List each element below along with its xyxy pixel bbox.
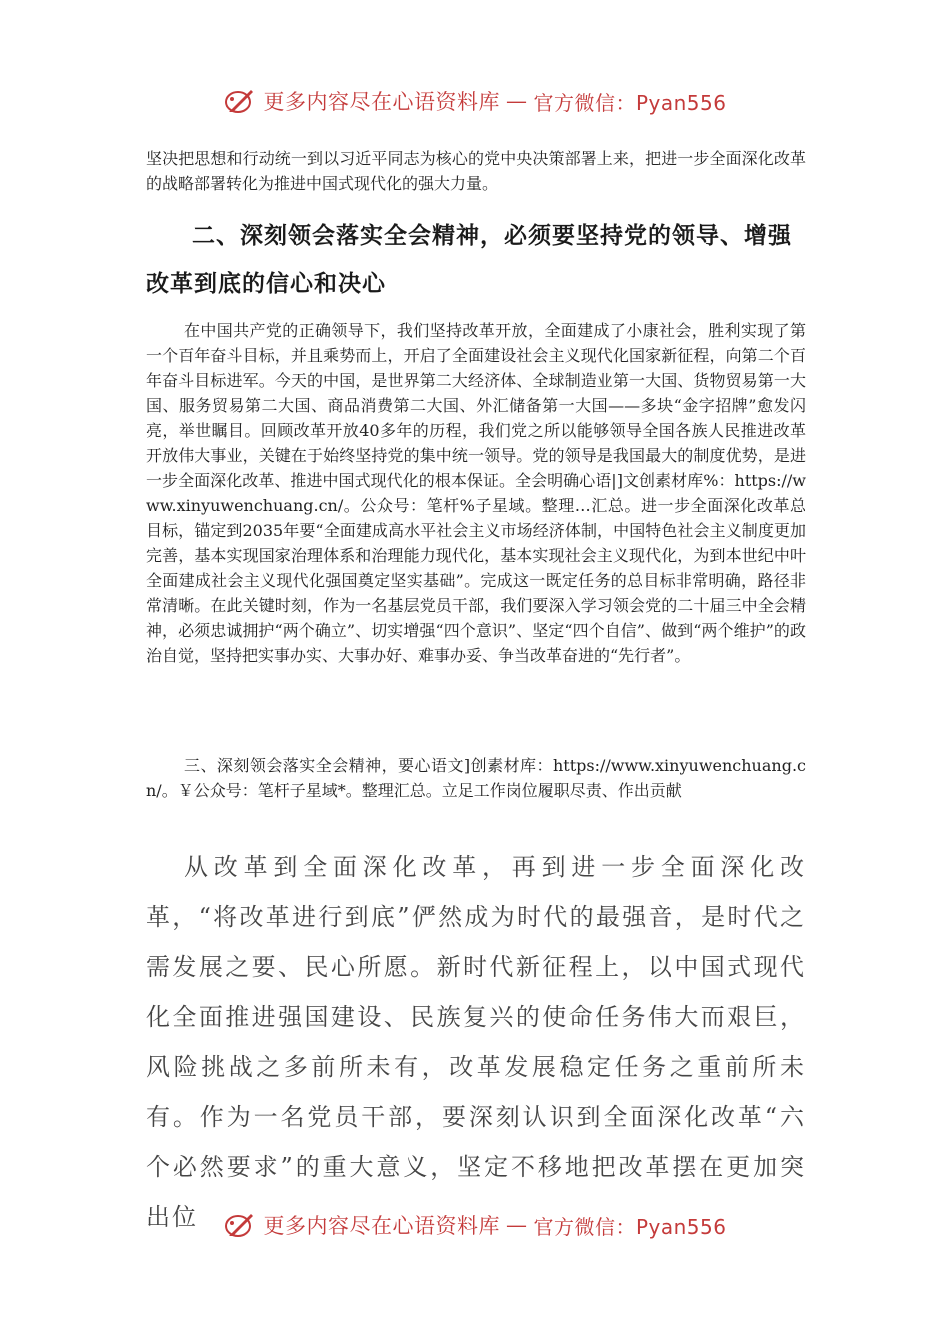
large-paragraph: 从改革到全面深化改革，再到进一步全面深化改革，“将改革进行到底”俨然成为时代的最强音，是时代之需发展之要、民心所愿。新时代新征程上，以中国式现代化全面推进强国建设、民族复兴的使命任务伟大而艰巨，风险挑战之多前所未有，改革发展稳定任务之重前所未有。作为一名党员干部，要深刻认识到全面深化改革“六个必然要求”的重大意义，坚定不移地把改革摆在更加突出位 xyxy=(146,853,806,1231)
intro-paragraph: 坚决把思想和行动统一到以习近平同志为核心的党中央决策部署上来，把进一步全面深化改革的战略部署转化为推进中国式现代化的强大力量。 xyxy=(146,149,806,193)
quill-logo-icon xyxy=(223,86,257,116)
quill-logo-icon xyxy=(223,1210,257,1240)
watermark-separator: — xyxy=(505,1213,528,1237)
section-3-paragraph: 三、深刻领会落实全会精神，要心语文]创素材库：https://www.xinyuwenchuang.cn/。￥公众号：笔杆子星域*。整理汇总。立足工作岗位履职尽责、作出贡献 xyxy=(146,756,806,800)
watermark-text: 更多内容尽在心语资料库 xyxy=(263,1214,500,1238)
watermark-contact: 官方微信：Pyan556 xyxy=(533,1214,727,1239)
footer-watermark xyxy=(0,1210,950,1240)
watermark-text: 更多内容尽在心语资料库 xyxy=(263,90,500,114)
watermark-contact: 官方微信：Pyan556 xyxy=(533,90,727,115)
watermark-separator: — xyxy=(505,89,528,113)
section-2-heading: 二、深刻领会落实全会精神，必须要坚持党的领导、增强改革到底的信心和决心 xyxy=(146,223,792,297)
section-2-paragraph: 在中国共产党的正确领导下，我们坚持改革开放，全面建成了小康社会，胜利实现了第一个百年奋斗目标，并且乘势而上，开启了全面建设社会主义现代化国家新征程，向第二个百年奋斗目标进军。今天的中国，是世界第二大经济体、全球制造业第一大国、货物贸易第一大国、服务贸易第二大国、商品消费第二大国、外汇储备第一大国——多块“金字招牌”愈发闪亮，举世瞩目。回顾改革开放40多年的历程，我们党之所以能够领导全国各族人民推进改革开放伟大事业，关键在于始终坚持党的集中统一领导。党的领导是我国最大的制度优势，是进一步全面深化改革、推进中国式现代化的根本保证。全会明确心语|]文创素材库%：https://www.xinyuwenchuang.cn/。公众号：笔杆%子星域。整理…汇总。进一步全面深化改革总目标，锚定到2035年要“全面建成高水平社会主义市场经济体制，中国特色社会主义制度更加完善，基本实现国家治理体系和治理能力现代化，基本实现社会主义现代化，为到本世纪中叶全面建成社会主义现代化强国奠定坚实基础”。完成这一既定任务的总目标非常明确，路径非常清晰。在此关键时刻，作为一名基层党员干部，我们要深入学习领会党的二十届三中全会精神，必须忠诚拥护“两个确立”、切实增强“四个意识”、坚定“四个自信”、做到“两个维护”的政治自觉，坚持把实事办实、大事办好、难事办妥、争当改革奋进的“先行者”。 xyxy=(146,321,806,665)
header-watermark xyxy=(0,86,950,116)
